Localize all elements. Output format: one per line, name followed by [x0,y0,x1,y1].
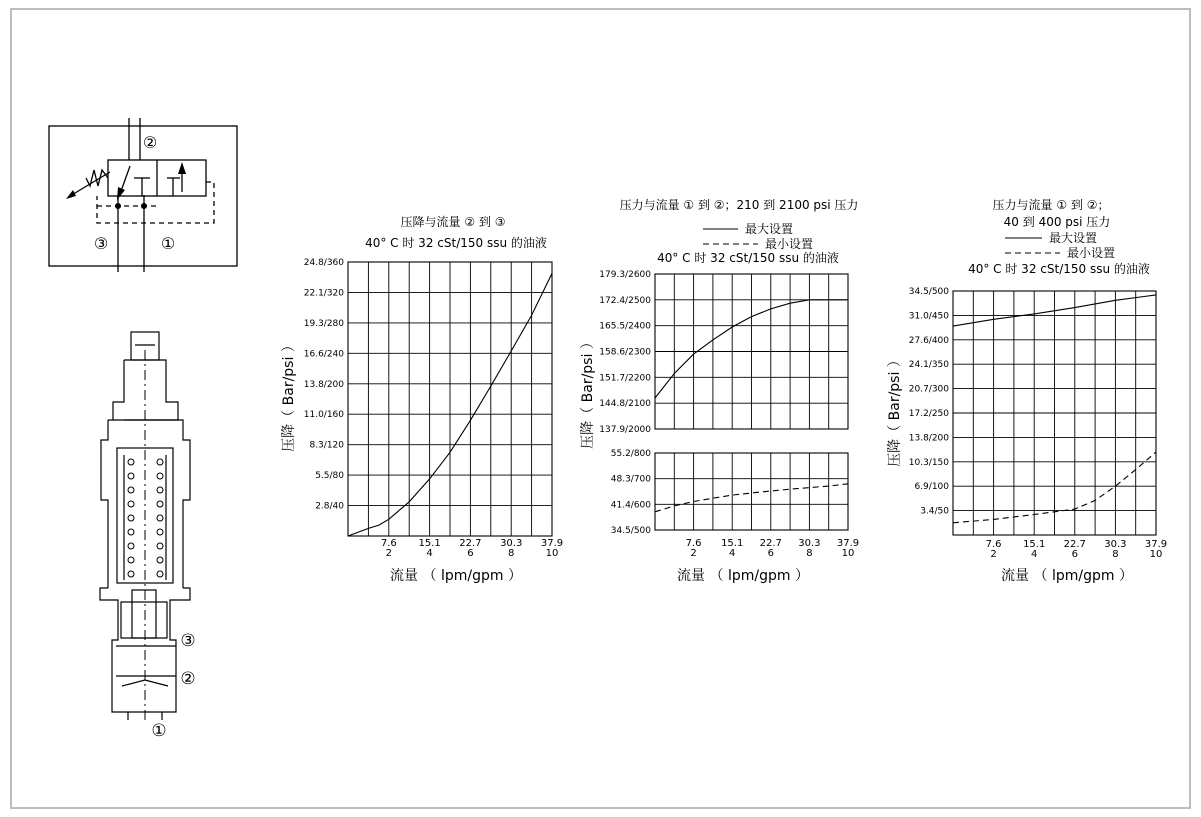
chart1-y-tick-label: 19.3/280 [303,318,344,329]
chart2-upper-y-tick-label: 179.3/2600 [599,270,651,280]
chart1-x-tick-lpm: 15.1 [418,538,441,549]
chart2-upper-y-tick-label: 137.9/2000 [599,425,651,435]
chart3-x-tick-gpm: 8 [1112,549,1119,560]
section-port-3-label: ③ [180,631,196,651]
chart3-subtitle-line2: 40 到 400 psi 压力 [1003,215,1111,229]
chart2-ylabel: 压降（ Bar/psi ） [580,335,596,449]
chart3-x-tick-lpm: 22.7 [1063,539,1086,550]
chart2-x-tick-gpm: 4 [729,548,736,559]
chart1-ylabel: 压降（ Bar/psi ） [281,338,297,452]
section-port-1-label: ① [151,721,167,741]
chart1-x-tick-lpm: 37.9 [540,538,564,549]
chart3-x-tick-lpm: 7.6 [985,539,1002,550]
chart3-y-tick-label: 24.1/350 [908,360,949,371]
chart2-title: 压力与流量 ① 到 ②；210 到 2100 psi 压力 [619,198,859,212]
chart2-x-tick-gpm: 2 [690,548,697,559]
chart1-x-tick-gpm: 8 [508,548,515,559]
chart2-x-tick-gpm: 6 [767,548,774,559]
chart2-xlabel: 流量 （ lpm/gpm ） [677,568,809,584]
schematic-port-3-label: ③ [93,234,109,253]
chart3-legend-min: 最小设置 [1067,246,1116,260]
chart3-legend-max: 最大设置 [1049,231,1098,245]
chart2-upper-y-tick-label: 151.7/2200 [599,373,651,384]
chart2-upper-y-tick-label: 158.6/2300 [599,347,651,358]
chart3-y-tick-label: 10.3/150 [908,457,949,468]
section-port-2-label: ② [180,669,196,689]
chart1-y-tick-label: 8.3/120 [309,440,344,451]
chart1-y-tick-label: 22.1/320 [303,288,344,299]
chart3-y-tick-label: 6.9/100 [914,482,949,493]
chart3-x-tick-gpm: 6 [1071,549,1078,560]
chart3-x-tick-lpm: 37.9 [1144,539,1168,550]
chart2-subtitle: 40° C 时 32 cSt/150 ssu 的油液 [657,251,839,265]
chart3-title: 压力与流量 ① 到 ②； [992,198,1110,212]
chart3-subtitle: 40° C 时 32 cSt/150 ssu 的油液 [968,262,1150,276]
chart2-upper-y-tick-label: 172.4/2500 [599,295,651,306]
chart3-x-tick-gpm: 4 [1031,549,1038,560]
chart2-upper-y-tick-label: 144.8/2100 [599,399,651,410]
chart3-y-tick-label: 3.4/50 [920,506,949,517]
chart1-xlabel: 流量 （ lpm/gpm ） [390,568,522,584]
chart2-x-tick-gpm: 10 [841,548,855,559]
chart2-legend-max: 最大设置 [745,222,794,236]
chart3-y-tick-label: 34.5/500 [908,287,949,297]
chart2-x-tick-gpm: 8 [806,548,813,559]
chart1-y-tick-label: 16.6/240 [303,349,344,360]
chart1-y-tick-label: 13.8/200 [303,379,344,390]
chart2-x-tick-lpm: 37.9 [836,538,860,549]
chart1-x-tick-gpm: 6 [467,548,474,559]
chart1-x-tick-lpm: 7.6 [380,538,397,549]
chart1-y-tick-label: 5.5/80 [315,471,344,482]
chart3-y-tick-label: 13.8/200 [908,433,949,444]
chart-pressure-drop-2-to-3 [281,214,563,584]
chart3-y-tick-label: 20.7/300 [908,384,949,395]
chart3-x-tick-lpm: 30.3 [1104,539,1127,550]
chart1-y-tick-label: 2.8/40 [315,501,344,512]
chart2-x-tick-lpm: 22.7 [759,538,782,549]
chart3-ylabel: 压降（ Bar/psi ） [887,353,903,467]
chart3-x-tick-lpm: 15.1 [1023,539,1046,550]
chart2-x-tick-lpm: 7.6 [685,538,702,549]
chart3-x-tick-gpm: 10 [1149,549,1163,560]
chart2-lower-y-tick-label: 55.2/800 [610,449,651,459]
chart1-x-tick-gpm: 2 [385,548,392,559]
chart1-y-tick-label: 11.0/160 [303,410,344,421]
chart1-title: 压降与流量 ② 到 ③ [400,215,506,229]
chart1-subtitle: 40° C 时 32 cSt/150 ssu 的油液 [365,236,547,250]
chart1-y-tick-label: 24.8/360 [303,258,344,268]
chart1-x-tick-lpm: 22.7 [459,538,482,549]
chart3-y-tick-label: 17.2/250 [908,409,949,419]
chart2-lower-y-tick-label: 41.4/600 [610,500,651,511]
chart3-y-tick-label: 31.0/450 [908,311,949,322]
chart2-x-tick-lpm: 15.1 [721,538,744,549]
chart2-x-tick-lpm: 30.3 [798,538,821,549]
chart1-x-tick-gpm: 10 [545,548,559,559]
chart3-y-tick-label: 27.6/400 [908,335,949,346]
chart3-x-tick-gpm: 2 [990,549,997,560]
chart1-x-tick-gpm: 4 [426,548,433,559]
chart2-lower-y-tick-label: 48.3/700 [610,474,651,485]
chart-pressure-flow-1-to-2-low [887,197,1167,584]
chart2-legend-min: 最小设置 [765,237,814,251]
chart-pressure-flow-1-to-2-high [580,197,859,584]
chart1-x-tick-lpm: 30.3 [500,538,523,549]
schematic-port-1-label: ① [160,234,176,253]
chart3-xlabel: 流量 （ lpm/gpm ） [1001,568,1133,584]
schematic-port-2-label: ② [142,133,158,152]
chart2-upper-y-tick-label: 165.5/2400 [599,321,651,332]
chart2-lower-y-tick-label: 34.5/500 [610,526,651,536]
